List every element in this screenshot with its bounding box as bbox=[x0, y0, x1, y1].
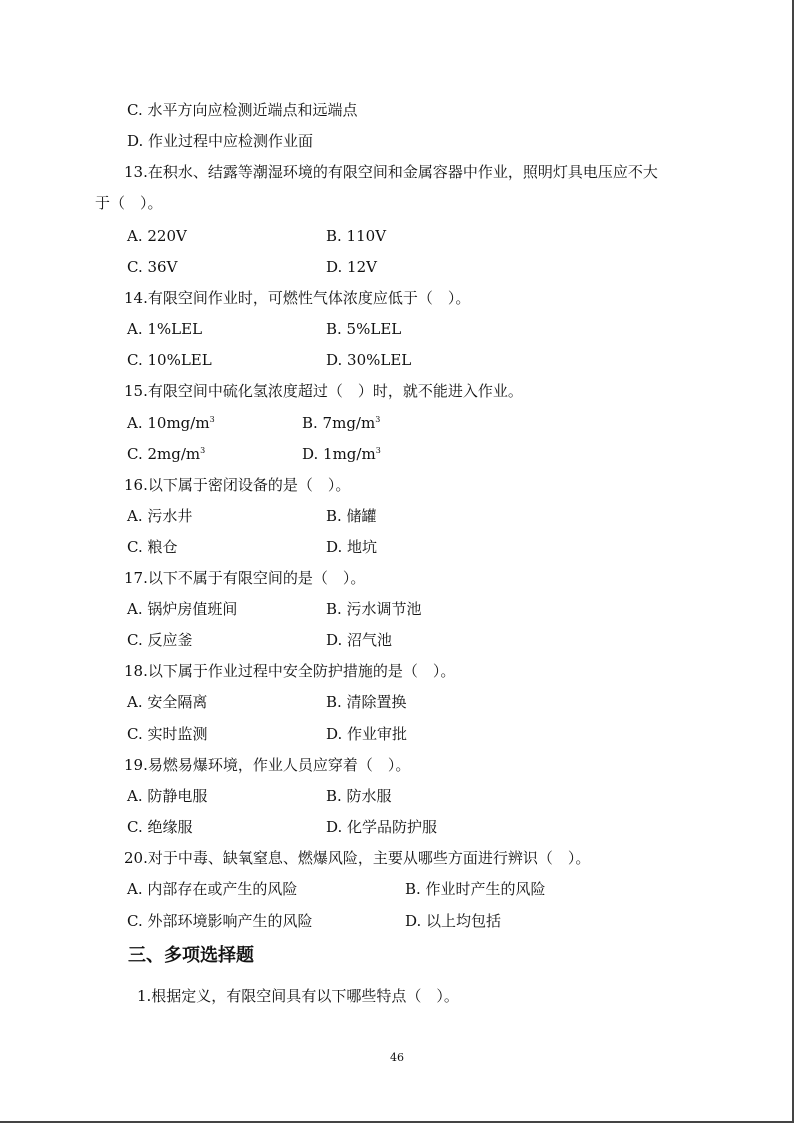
q17-option-d: D. 沼气池 bbox=[326, 631, 393, 649]
q17-option-a: A. 锅炉房值班间 bbox=[127, 600, 238, 618]
superscript-3: 3 bbox=[375, 446, 381, 455]
s3-q1-stem: 1.根据定义，有限空间具有以下哪些特点（ ）。 bbox=[137, 987, 459, 1005]
q12-option-d: D. 作业过程中应检测作业面 bbox=[127, 132, 314, 150]
q19-option-a: A. 防静电服 bbox=[127, 787, 208, 805]
q18-stem: 18.以下属于作业过程中安全防护措施的是（ ）。 bbox=[124, 662, 456, 680]
q15-stem: 15.有限空间中硫化氢浓度超过（ ）时，就不能进入作业。 bbox=[124, 382, 523, 400]
superscript-3: 3 bbox=[375, 415, 381, 424]
q16-option-b: B. 储罐 bbox=[326, 507, 377, 525]
q20-option-c: C. 外部环境影响产生的风险 bbox=[127, 912, 313, 930]
q15-option-a: A. $10mg/m^3$ bbox=[127, 414, 215, 432]
superscript-3: 3 bbox=[200, 446, 206, 455]
q14-option-a: A. 1%LEL bbox=[127, 320, 203, 338]
section-heading-multiple-choice: 三、多项选择题 bbox=[128, 945, 254, 966]
q18-option-b: B. 清除置换 bbox=[326, 693, 407, 711]
q16-stem: 16.以下属于密闭设备的是（ ）。 bbox=[124, 476, 351, 494]
q17-option-c: C. 反应釜 bbox=[127, 631, 193, 649]
q20-option-a: A. 内部存在或产生的风险 bbox=[127, 880, 298, 898]
q17-option-b: B. 污水调节池 bbox=[326, 600, 422, 618]
q13-option-d: D. 12V bbox=[326, 258, 377, 276]
q13-stem-line2: 于（ ）。 bbox=[95, 194, 163, 212]
q14-option-b: B. 5%LEL bbox=[326, 320, 402, 338]
q13-option-c: C. 36V bbox=[127, 258, 178, 276]
q14-stem: 14.有限空间作业时，可燃性气体浓度应低于（ ）。 bbox=[124, 289, 471, 307]
superscript-3: 3 bbox=[209, 415, 215, 424]
q20-option-d: D. 以上均包括 bbox=[405, 912, 502, 930]
q13-option-b: B. 110V bbox=[326, 227, 387, 245]
q19-option-b: B. 防水服 bbox=[326, 787, 392, 805]
q14-option-c: C. 10%LEL bbox=[127, 351, 212, 369]
q18-option-c: C. 实时监测 bbox=[127, 725, 208, 743]
q15-option-c: C. $2mg/m^3$ bbox=[127, 445, 206, 463]
q15-option-d: D. $1mg/m^3$ bbox=[302, 445, 381, 463]
q20-stem: 20.对于中毒、缺氧窒息、燃爆风险，主要从哪些方面进行辨识（ ）。 bbox=[124, 849, 591, 867]
q16-option-a: A. 污水井 bbox=[127, 507, 193, 525]
q19-stem: 19.易燃易爆环境，作业人员应穿着（ ）。 bbox=[124, 756, 411, 774]
q18-option-a: A. 安全隔离 bbox=[127, 693, 208, 711]
q19-option-d: D. 化学品防护服 bbox=[326, 818, 438, 836]
q12-option-c: C. 水平方向应检测近端点和远端点 bbox=[127, 101, 358, 119]
page-number: 46 bbox=[390, 1051, 404, 1064]
q13-stem-line1: 13.在积水、结露等潮湿环境的有限空间和金属容器中作业，照明灯具电压应不大 bbox=[124, 163, 658, 181]
q15-option-b: B. $7mg/m^3$ bbox=[302, 414, 381, 432]
q13-option-a: A. 220V bbox=[127, 227, 187, 245]
q20-option-b: B. 作业时产生的风险 bbox=[405, 880, 546, 898]
q18-option-d: D. 作业审批 bbox=[326, 725, 408, 743]
q16-option-d: D. 地坑 bbox=[326, 538, 378, 556]
q17-stem: 17.以下不属于有限空间的是（ ）。 bbox=[124, 569, 366, 587]
q16-option-c: C. 粮仓 bbox=[127, 538, 178, 556]
q14-option-d: D. 30%LEL bbox=[326, 351, 412, 369]
q19-option-c: C. 绝缘服 bbox=[127, 818, 193, 836]
